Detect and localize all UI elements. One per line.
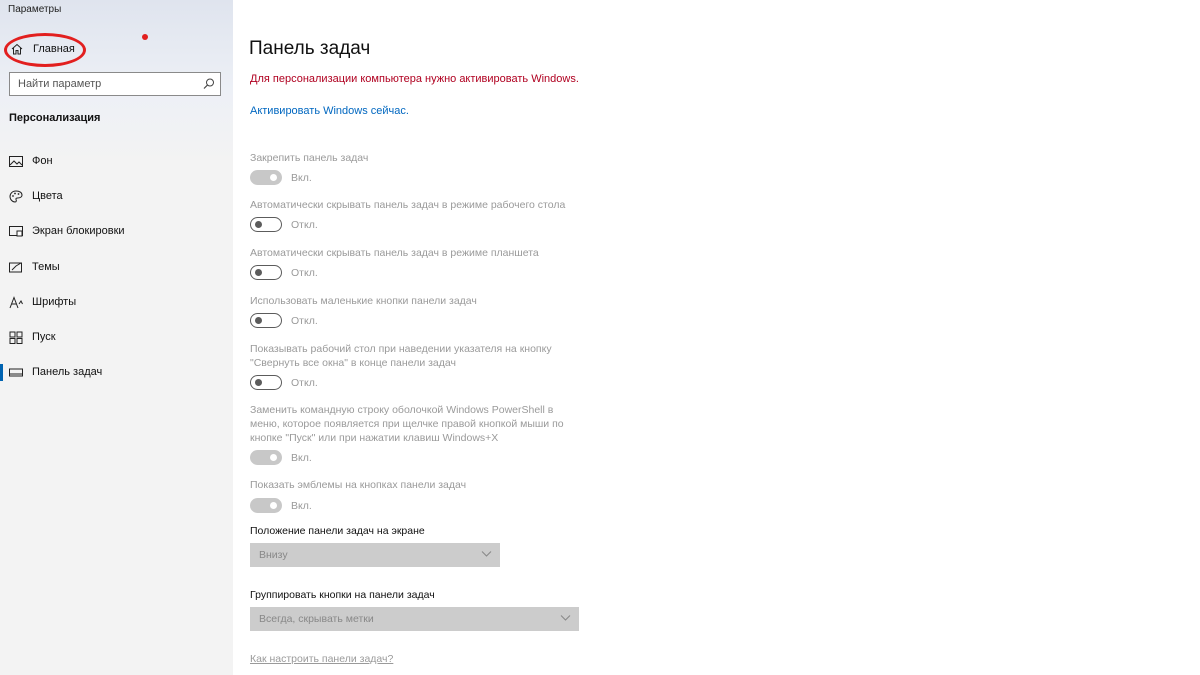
sidebar-item-themes[interactable] [0, 252, 233, 282]
themes-icon [9, 261, 23, 274]
setting-toggle-row [250, 265, 370, 281]
activation-warning: Для персонализации компьютера нужно активировать Windows. [250, 73, 579, 85]
toggle-knob [270, 454, 277, 461]
sidebar-item-fonts[interactable] [0, 287, 233, 317]
position-dropdown[interactable] [250, 543, 500, 567]
setting-toggle-row [250, 313, 370, 329]
sidebar-item-taskbar[interactable] [0, 357, 233, 387]
picture-icon [9, 155, 23, 168]
page-title: Панель задач [249, 38, 371, 59]
dropdown-value: Внизу [259, 549, 288, 561]
dropdown-value: Всегда, скрывать метки [259, 613, 374, 625]
sidebar-item-label: Пуск [32, 331, 56, 343]
toggle-knob [270, 502, 277, 509]
badges-toggle[interactable] [250, 498, 282, 513]
search-box[interactable] [9, 72, 221, 96]
setting-toggle-row [250, 498, 370, 514]
sidebar-item-label: Главная [33, 43, 75, 55]
sidebar-item-label: Цвета [32, 190, 63, 202]
grouping-label: Группировать кнопки на панели задач [250, 589, 435, 601]
chevron-down-icon [481, 550, 492, 558]
lock-screen-icon [9, 225, 23, 238]
small-buttons-toggle[interactable] [250, 313, 282, 328]
chevron-down-icon [560, 614, 571, 622]
setting-label: Закрепить панель задач [250, 152, 369, 164]
search-input[interactable] [10, 73, 196, 95]
setting-toggle-row [250, 450, 370, 466]
annotation-circle [4, 33, 86, 67]
sidebar-item-label: Фон [32, 155, 53, 167]
main-content [233, 0, 1200, 675]
help-link[interactable]: Как настроить панели задач? [250, 653, 394, 665]
sidebar [0, 0, 233, 675]
setting-label: Автоматически скрывать панель задач в режиме планшета [250, 247, 539, 259]
sidebar-item-start[interactable] [0, 322, 233, 352]
toggle-knob [255, 379, 262, 386]
sidebar-item-colors[interactable] [0, 181, 233, 211]
setting-toggle-row [250, 217, 370, 233]
toggle-state: Откл. [291, 219, 318, 231]
sidebar-item-label: Панель задач [32, 366, 103, 378]
toggle-state: Вкл. [291, 172, 312, 184]
position-label: Положение панели задач на экране [250, 525, 425, 537]
toggle-state: Вкл. [291, 452, 312, 464]
toggle-state: Откл. [291, 377, 318, 389]
grouping-dropdown[interactable] [250, 607, 579, 631]
toggle-knob [255, 269, 262, 276]
setting-label: Автоматически скрывать панель задач в режиме рабочего стола [250, 199, 566, 211]
app-title: Параметры [8, 4, 62, 15]
setting-toggle-row [250, 375, 370, 391]
toggle-state: Откл. [291, 315, 318, 327]
toggle-knob [255, 317, 262, 324]
sidebar-item-background[interactable] [0, 146, 233, 176]
search-icon[interactable] [202, 77, 216, 91]
activate-windows-link[interactable]: Активировать Windows сейчас. [250, 105, 409, 117]
annotation-dot [142, 34, 148, 40]
setting-label: Заменить командную строку оболочкой Windows PowerShell в меню, которое появляется при щелчке правой кнопкой мыши по кнопке "Пуск" или при нажатии клавиш Windows+X [250, 404, 564, 444]
sidebar-item-label: Шрифты [32, 296, 77, 308]
powershell-toggle[interactable] [250, 450, 282, 465]
sidebar-item-label: Темы [32, 261, 60, 273]
toggle-knob [270, 174, 277, 181]
sidebar-item-lock-screen[interactable] [0, 216, 233, 246]
taskbar-icon [9, 366, 23, 379]
section-title: Персонализация [9, 112, 101, 124]
start-icon [9, 331, 23, 344]
sidebar-item-label: Экран блокировки [32, 225, 125, 237]
peek-desktop-toggle[interactable] [250, 375, 282, 390]
lock-taskbar-toggle[interactable] [250, 170, 282, 185]
toggle-state: Вкл. [291, 500, 312, 512]
palette-icon [9, 190, 23, 203]
setting-label: Показать эмблемы на кнопках панели задач [250, 479, 467, 491]
toggle-knob [255, 221, 262, 228]
setting-label: Показывать рабочий стол при наведении указателя на кнопку "Свернуть все окна" в конце панели задач [250, 343, 552, 369]
fonts-icon [9, 296, 23, 309]
setting-label: Использовать маленькие кнопки панели задач [250, 295, 477, 307]
toggle-state: Откл. [291, 267, 318, 279]
autohide-tablet-toggle[interactable] [250, 265, 282, 280]
setting-toggle-row [250, 170, 370, 186]
autohide-desktop-toggle[interactable] [250, 217, 282, 232]
